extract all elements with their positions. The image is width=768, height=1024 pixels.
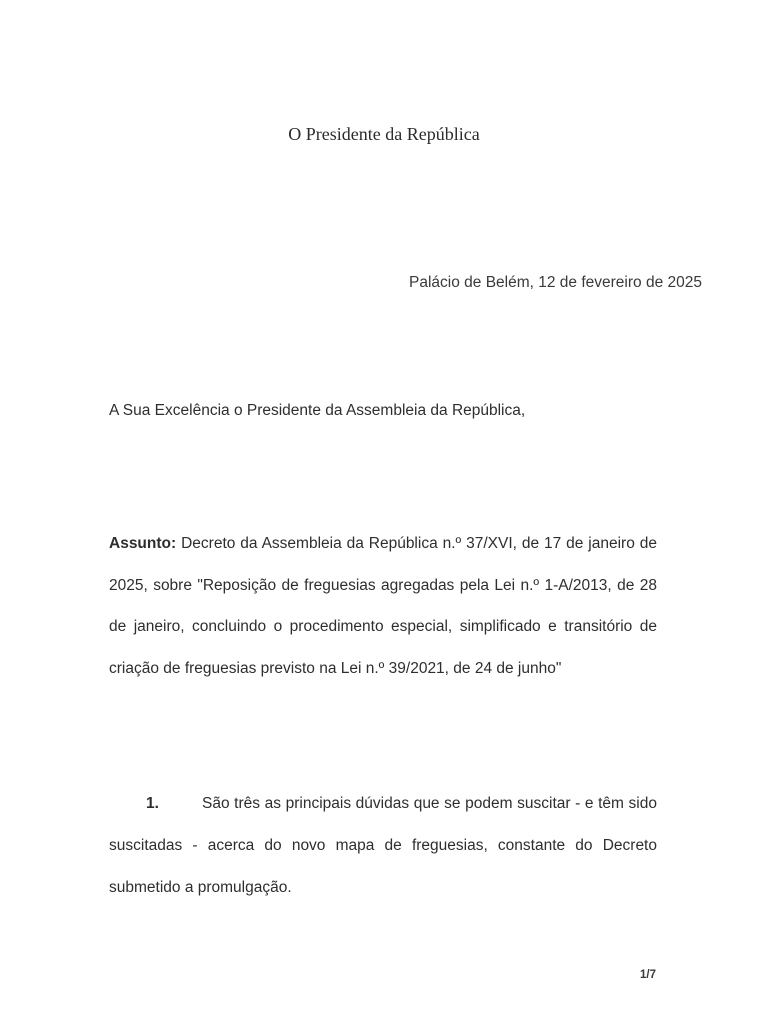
addressee: A Sua Excelência o Presidente da Assembleia da República, — [109, 402, 526, 419]
page-title: O Presidente da República — [288, 124, 480, 144]
paragraph-text: São três as principais dúvidas que se podem suscitar - e têm sido suscitadas - acerca do novo mapa de freguesias, constante do Decreto submetido a promulgação. — [109, 795, 657, 896]
subject-block — [109, 523, 657, 689]
paragraph-number: 1. — [146, 795, 159, 812]
subject-text: Decreto da Assembleia da República n.º 37/XVI, de 17 de janeiro de 2025, sobre "Reposição de freguesias agregadas pela Lei n.º 1-A/2013, de 28 de janeiro, concluindo o procedimento especial, simplificado e transitório de criação de freguesias previsto na Lei n.º 39/2021, de 24 de junho" — [109, 535, 657, 677]
page-number: 1/7 — [640, 969, 656, 981]
paragraph-1 — [109, 783, 657, 909]
subject-label: Assunto: — [109, 535, 177, 552]
place-date: Palácio de Belém, 12 de fevereiro de 2025 — [409, 274, 702, 291]
